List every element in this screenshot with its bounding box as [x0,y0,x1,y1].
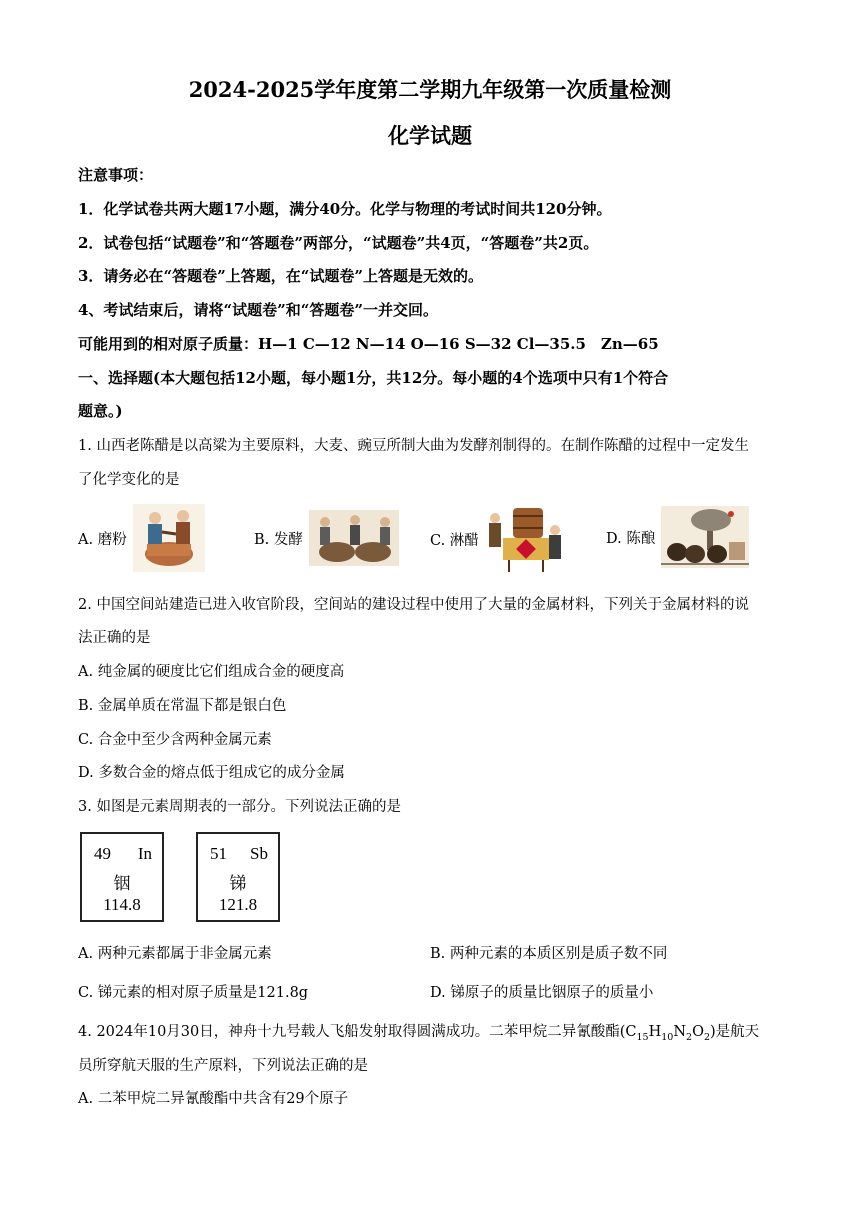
q2-option-c: C. 合金中至少含两种金属元素 [78,732,272,748]
q1-option-a [78,504,205,572]
q1-option-d-label: D. 陈酿 [606,530,656,547]
q1-option-b-label: B. 发酵 [254,531,303,548]
q3-option-d: D. 锑原子的质量比铟原子的质量小 [430,985,654,1001]
q2-option-d: D. 多数合金的熔点低于组成它的成分金属 [78,765,345,781]
element-card-antimony [196,832,280,922]
fermenting-illustration-icon [309,510,399,566]
q1-stem-line1: 1. 山西老陈醋是以高粱为主要原料，大麦、豌豆所制大曲为发酵剂制得的。在制作陈醋的过程中一定发生 [78,438,749,454]
element-name: 锑 [229,874,247,893]
element-mass: 114.8 [103,895,141,914]
q1-option-c [430,504,565,574]
atomic-mass-line: 可能用到的相对原子质量：H—1 C—12 N—14 O—16 S—32 Cl—35.5 Zn—65 [78,335,659,353]
q4-stem-line1: 4. 2024年10月30日，神舟十九号载人飞船发射取得圆满成功。二苯甲烷二异氰酸酯$(C_{15}H_{10}N_2O_2)$是航天 [78,1024,760,1043]
q3-option-a: A. 两种元素都属于非金属元素 [78,946,272,962]
q3-option-b: B. 两种元素的本质区别是质子数不同 [430,946,668,962]
section-heading-line2: 题意。) [78,402,123,420]
q1-option-d [606,506,749,568]
page-subtitle: 化学试题 [388,123,472,148]
element-number: 51 [210,844,227,863]
element-mass: 121.8 [218,895,258,914]
grinding-illustration-icon [133,504,205,572]
notice-item-3: 3．请务必在“答题卷”上答题，在“试题卷”上答题是无效的。 [78,267,483,285]
q2-option-b: B. 金属单质在常温下都是银白色 [78,698,287,714]
element-symbol: Sb [250,844,268,863]
element-name: 铟 [113,874,131,893]
element-number: 49 [94,844,111,863]
notice-item-1: 1．化学试卷共两大题17小题，满分40分。化学与物理的考试时间共120分钟。 [78,200,612,218]
q1-option-c-label: C. 淋醋 [430,532,479,549]
q3-stem: 3. 如图是元素周期表的一部分。下列说法正确的是 [78,799,401,815]
q4-stem-line2: 员所穿航天服的生产原料，下列说法正确的是 [78,1058,368,1074]
section-heading-line1: 一、选择题(本大题包括12小题，每小题1分，共12分。每小题的4个选项中只有1个符合 [78,369,669,387]
q2-stem-line1: 2. 中国空间站建造已进入收官阶段，空间站的建设过程中使用了大量的金属材料，下列关于金属材料的说 [78,597,749,613]
page-title: 2024-2025学年度第二学期九年级第一次质量检测 [188,77,672,102]
q1-stem-line2: 了化学变化的是 [78,472,180,488]
element-symbol: In [137,844,152,863]
q2-stem-line2: 法正确的是 [78,630,151,646]
aging-jars-illustration-icon [661,506,749,568]
vinegar-pouring-illustration-icon [485,504,565,574]
q4-option-a: A. 二苯甲烷二异氰酸酯中共含有29个原子 [78,1091,349,1107]
q1-option-b [254,510,399,566]
q3-option-c: C. 锑元素的相对原子质量是121.8g [78,985,309,1001]
notice-heading: 注意事项： [78,166,154,184]
q1-option-a-label: A. 磨粉 [78,531,127,548]
q2-option-a: A. 纯金属的硬度比它们组成合金的硬度高 [78,664,345,680]
notice-item-2: 2．试卷包括“试题卷”和“答题卷”两部分，“试题卷”共4页，“答题卷”共2页。 [78,234,599,252]
element-card-indium [80,832,164,922]
notice-item-4: 4、考试结束后，请将“试题卷”和“答题卷”一并交回。 [78,301,438,319]
